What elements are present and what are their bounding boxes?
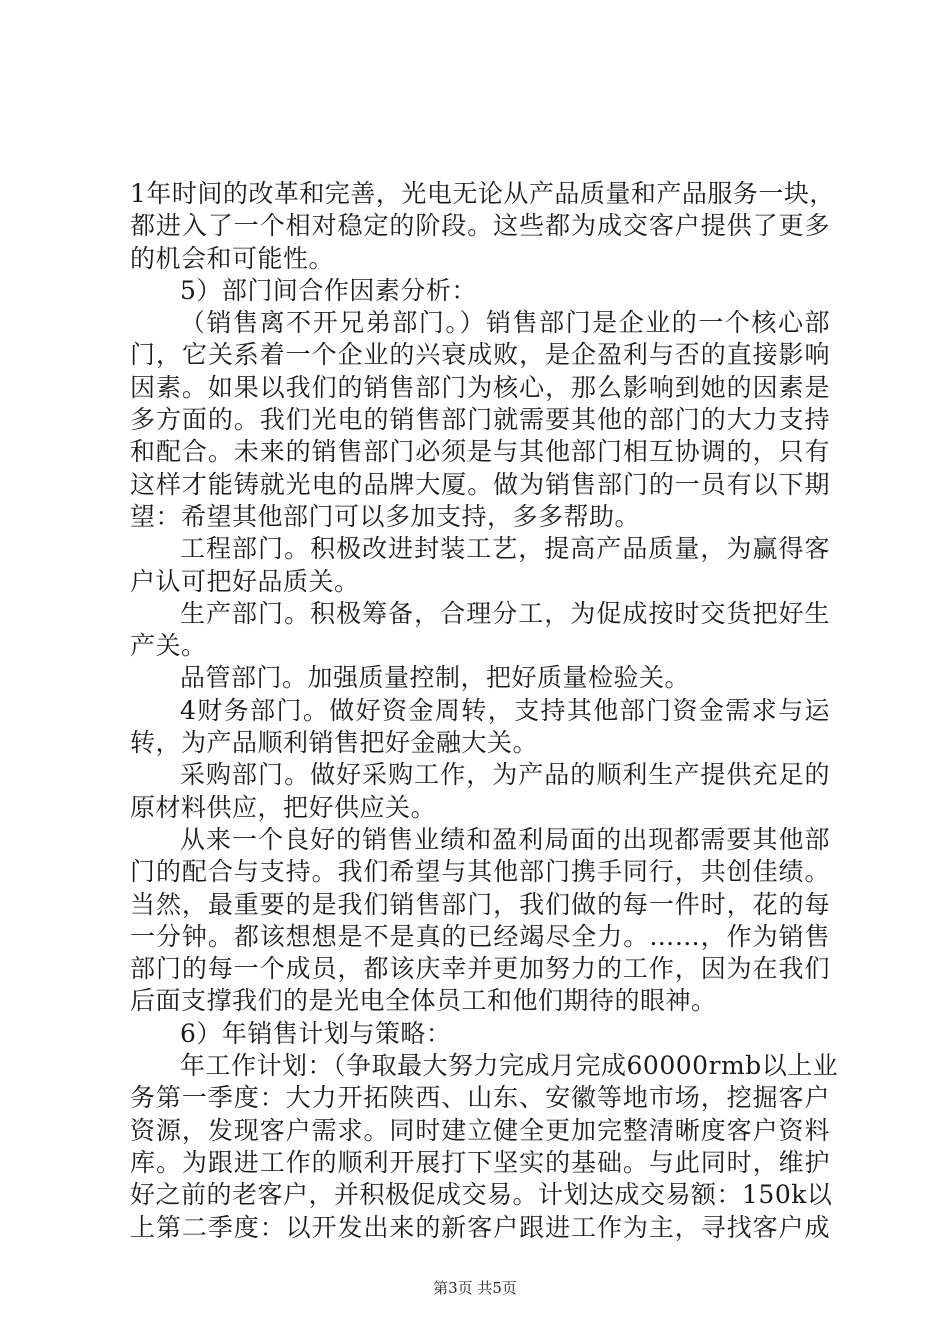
text-line: （销售离不开兄弟部门。）销售部门是企业的一个核心部 [180, 308, 830, 338]
page-number-label: 第3页 共5页 [433, 1279, 517, 1297]
text-line: 6）年销售计划与策略： [180, 1018, 452, 1048]
text-line: 生产部门。积极筹备，合理分工，为促成按时交货把好生 [180, 598, 830, 628]
text-line: 和配合。未来的销售部门必须是与其他部门相互协调的，只有 [130, 437, 830, 467]
text-line: 工程部门。积极改进封装工艺，提高产品质量，为赢得客 [180, 534, 830, 564]
text-line: 品管部门。加强质量控制，把好质量检验关。 [180, 663, 691, 693]
text-line: 务第一季度：大力开拓陕西、山东、安徽等地市场，挖掘客户 [130, 1083, 830, 1113]
text-line: 因素。如果以我们的销售部门为核心，那么影响到她的因素是 [130, 372, 830, 402]
text-line: 4财务部门。做好资金周转，支持其他部门资金需求与运 [180, 695, 830, 725]
text-line: 5）部门间合作因素分析： [180, 275, 477, 305]
text-line: 资源，发现客户需求。同时建立健全更加完整清晰度客户资料 [130, 1115, 830, 1145]
text-line: 多方面的。我们光电的销售部门就需要其他的部门的大力支持 [130, 405, 830, 435]
text-line: 从来一个良好的销售业绩和盈利局面的出现都需要其他部 [180, 824, 830, 854]
text-line: 望：希望其他部门可以多加支持，多多帮助。 [130, 501, 641, 531]
text-line: 这样才能铸就光电的品牌大厦。做为销售部门的一员有以下期 [130, 469, 830, 499]
text-line: 上第二季度：以开发出来的新客户跟进工作为主，寻找客户成 [130, 1212, 830, 1242]
text-line: 一分钟。都该想想是不是真的已经竭尽全力。……，作为销售 [130, 921, 830, 951]
text-line: 转，为产品顺利销售把好金融大关。 [130, 728, 539, 758]
text-line: 当然，最重要的是我们销售部门，我们做的每一件时，花的每 [130, 889, 830, 919]
text-line: 门的配合与支持。我们希望与其他部门携手同行，共创佳绩。 [130, 857, 830, 887]
text-line: 原材料供应，把好供应关。 [130, 792, 437, 822]
text-line: 1年时间的改革和完善，光电无论从产品质量和产品服务一块， [130, 179, 835, 208]
text-line: 采购部门。做好采购工作，为产品的顺利生产提供充足的 [180, 760, 830, 790]
document-body [130, 178, 839, 1244]
text-line: 部门的每一个成员，都该庆幸并更加努力的工作，因为在我们 [130, 954, 830, 984]
text-line: 年工作计划：（争取最大努力完成月完成60000rmb以上业 [180, 1051, 839, 1081]
text-line: 后面支撑我们的是光电全体员工和他们期待的眼神。 [130, 986, 717, 1016]
text-line: 门，它关系着一个企业的兴衰成败，是企盈利与否的直接影响 [130, 340, 830, 370]
text-line: 好之前的老客户，并积极促成交易。计划达成交易额：150k以 [130, 1180, 833, 1210]
text-line: 库。为跟进工作的顺利开展打下坚实的基础。与此同时，维护 [130, 1147, 830, 1177]
text-line: 的机会和可能性。 [130, 243, 335, 273]
text-line: 都进入了一个相对稳定的阶段。这些都为成交客户提供了更多 [130, 211, 830, 241]
page-footer [0, 1277, 950, 1298]
text-line: 产关。 [130, 631, 207, 661]
text-line: 户认可把好品质关。 [130, 566, 360, 596]
